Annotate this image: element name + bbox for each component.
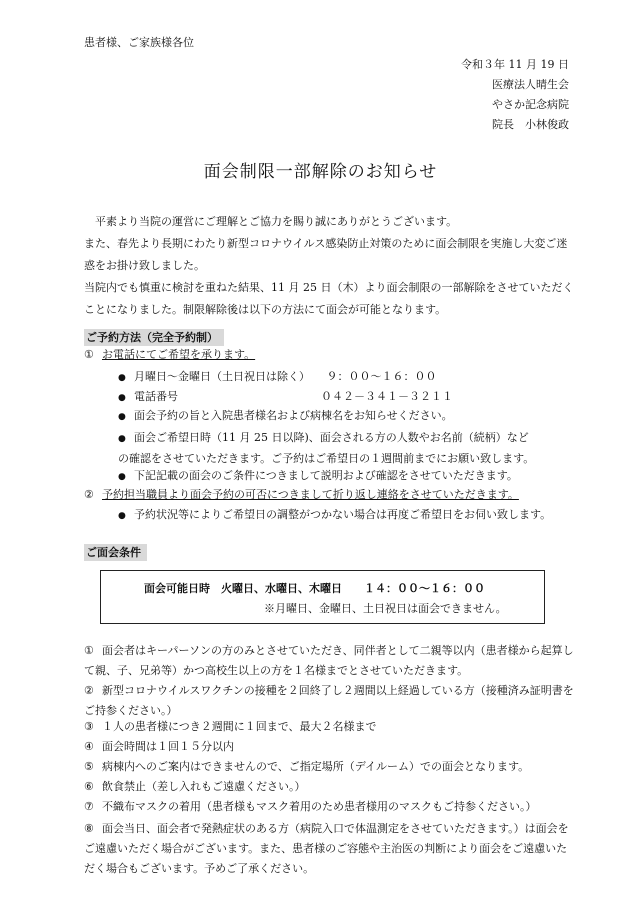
condition-item: ⑦ 不織布マスクの着用（患者様もマスク着用のため患者様用のマスクもご持参ください。） bbox=[84, 800, 537, 813]
list-item: ● 面会予約の旨と入院患者様名および病棟名をお知らせください。 bbox=[118, 408, 453, 425]
intro-paragraph-3: 当院内でも慎重に検討を重ねた結果、11 月 25 日（木）より面会制限の一部解除をさせていただくことになりました。制限解除後は以下の方法にて面会が可能となります。 bbox=[84, 281, 574, 316]
intro-paragraph-1: 平素より当院の運営にご理解とご協力を賜り誠にありがとうございます。 bbox=[84, 215, 458, 228]
bullet-icon: ● bbox=[118, 393, 126, 403]
list-item: ● 予約状況等によりご希望日の調整がつかない場合は再度ご希望日をお伺い致します。 bbox=[118, 507, 551, 524]
visiting-hours-box bbox=[100, 570, 545, 624]
step-text: 予約担当職員より面会予約の可否につきまして折り返し連絡をさせていただきます。 bbox=[102, 488, 519, 501]
condition-item: ③ １人の患者様につき２週間に１回まで、最大２名様まで bbox=[84, 720, 377, 733]
list-item: ● 面会ご希望日時（11 月 25 日以降)、面会される方の人数やお名前（続柄）などの確認をさせていただきます。ご予約はご希望日の１週間前までにお願い致します。 bbox=[118, 431, 535, 465]
visiting-hours-note: ※月曜日、金曜日、土日祝日は面会できません。 bbox=[264, 602, 507, 615]
condition-item: ⑥ 飲食禁止（差し入れもご遠慮ください。） bbox=[84, 780, 306, 793]
list-item: ● 月曜日～金曜日（土日祝日は除く） ９：００～１６：００ bbox=[118, 369, 437, 386]
reservation-step-2 bbox=[84, 487, 519, 504]
addressee: 患者様、ご家族様各位 bbox=[84, 36, 194, 49]
condition-item: ⑧ 面会当日、面会者で発熱症状のある方（病院入口で体温測定をさせていただきます。）は面会をご遠慮いただく場合がございます。また、患者様のご容態や主治医の判断により面会をご遠慮いただく場合もございます。予めご了承ください。 bbox=[84, 822, 569, 875]
list-item: ● 電話番号 ０４２－３４１－３２１１ bbox=[118, 389, 453, 406]
step-text: お電話にてご希望を承ります。 bbox=[102, 348, 256, 361]
bullet-icon: ● bbox=[118, 434, 126, 444]
bullet-icon: ● bbox=[118, 511, 126, 521]
visiting-hours: 面会可能日時 火曜日、水曜日、木曜日 １４：００～１６：００ bbox=[144, 582, 485, 595]
conditions-heading: ご面会条件 bbox=[84, 544, 147, 561]
condition-item: ② 新型コロナウイルスワクチンの接種を２回終了し２週間以上経過している方（接種済み証明書をご持参ください。） bbox=[84, 684, 574, 717]
hospital-name: やさか記念病院 bbox=[492, 98, 569, 111]
step-number: ① bbox=[84, 348, 94, 361]
condition-item: ⑤ 病棟内へのご案内はできませんので、ご指定場所（デイルーム）での面会となります。 bbox=[84, 760, 530, 773]
reservation-heading: ご予約方法（完全予約制） bbox=[84, 329, 224, 346]
intro-paragraph-2: また、春先より長期にわたり新型コロナウイルス感染防止対策のために面会制限を実施し大変ご迷惑をお掛け致しました。 bbox=[84, 237, 568, 272]
step-number: ② bbox=[84, 488, 94, 501]
condition-item: ① 面会者はキーパーソンの方のみとさせていただき、同伴者として二親等以内（患者様から起算して親、子、兄弟等）かつ高校生以上の方を１名様までとさせていただきます。 bbox=[84, 644, 574, 677]
bullet-icon: ● bbox=[118, 412, 126, 422]
bullet-icon: ● bbox=[118, 472, 126, 482]
condition-item: ④ 面会時間は１回１５分以内 bbox=[84, 740, 234, 753]
reservation-step-1 bbox=[84, 347, 255, 364]
issue-date: 令和３年 11 月 19 日 bbox=[461, 58, 569, 71]
list-item: ● 下記記載の面会のご条件につきまして説明および確認をさせていただきます。 bbox=[118, 468, 518, 485]
bullet-icon: ● bbox=[118, 373, 126, 383]
corporation-name: 医療法人晴生会 bbox=[492, 78, 569, 91]
director-name: 院長 小林俊政 bbox=[492, 118, 569, 131]
document-title: 面会制限一部解除のお知らせ bbox=[203, 162, 438, 182]
